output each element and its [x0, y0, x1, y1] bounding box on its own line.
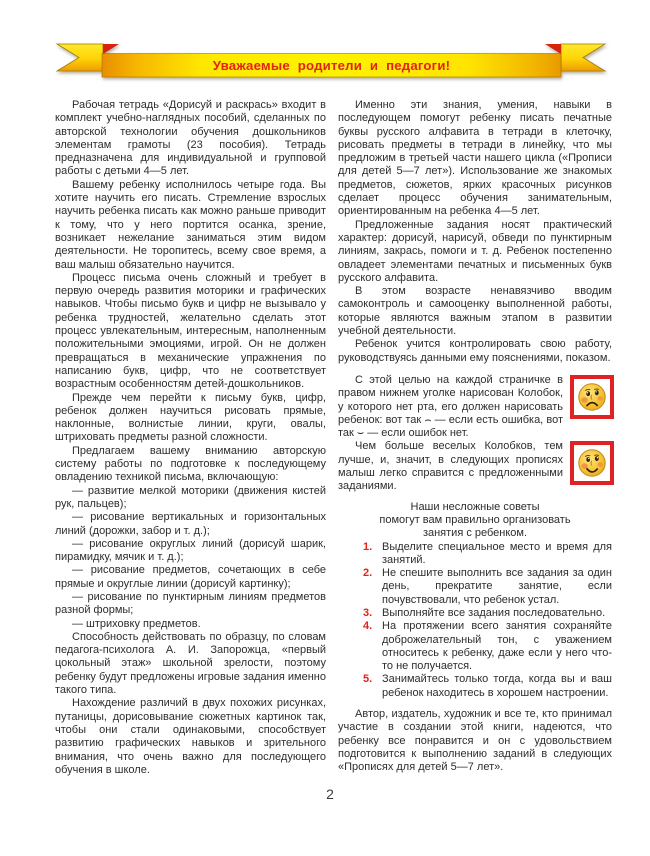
dash-list-item: — рисование по пунктирным линиям предметов разной формы; — [55, 590, 326, 617]
kolobok-note — [338, 440, 612, 493]
kolobok-happy-icon — [576, 447, 608, 479]
advice-item — [338, 673, 612, 700]
advice-number: 3. — [363, 606, 373, 619]
kolobok-happy-frame — [570, 441, 614, 485]
paragraph: Рабочая тетрадь «Дорисуй и раскрась» входит в комплект учебно-наглядных пособий, сделанных по авторской технологии обучения дошкольников элементам грамоты (23 пособия). Тетрадь предназначена для индивидуальной и групповой работы с детьми 4—5 лет. — [55, 99, 326, 178]
ribbon-tail-right — [561, 44, 605, 71]
advice-item — [338, 607, 612, 620]
paragraph: Нахождение различий в двух похожих рисунках, путаницы, дорисовывание сюжетных картинок так, чтобы они стали одинаковыми, способствует развитию графических навыков и зрительного внимания, что очень важно для последующего обучения в школе. — [55, 697, 326, 776]
advice-text: Не спешите выполнить все задания за один день, прекратите занятие, если почувствовали, что ребенок устал. — [382, 567, 612, 606]
paragraph: В этом возрасте ненавязчиво вводим самоконтроль и самооценку выполненной работы, которые являются важным этапом в развитии учебной деятельности. — [338, 285, 612, 338]
paragraph: Способность действовать по образцу, по словам педагога-психолога А. И. Запорожца, «первый цокольный этаж» школьной зрелости, поэтому ребенку будут предложены игровые задания именно такого типа. — [55, 630, 326, 697]
left-column — [55, 99, 326, 777]
paragraph: Процесс письма очень сложный и требует в первую очередь развития моторики и графических навыков. Чтобы письмо букв и цифр не вызывало у ребенка трудностей, желательно сделать этот процесс увлекательным, интересным, наполненным положительными эмоциями, игрой. Он не должен превращаться в механические упражнения по написанию букв, цифр, что не соответствует возрастным особенностям детей-дошкольников. — [55, 271, 326, 391]
paragraph: Предлагаем вашему вниманию авторскую систему работы по подготовке к последующему овладению техникой письма, включающую: — [55, 444, 326, 484]
advice-number: 5. — [363, 673, 373, 686]
dash-list-item: — штриховку предметов. — [72, 617, 201, 630]
advice-text: Занимайтесь только тогда, когда вы и ваш ребенок находитесь в хорошем настроении. — [382, 673, 612, 699]
paragraph: Предложенные задания носят практический характер: дорисуй, нарисуй, обведи по пунктирным линиям, закрась, помоги и т. д. Ребенок постепенно овладеет элементами печатных и письменных букв русского алфавита. — [338, 218, 612, 284]
advice-item — [338, 620, 612, 673]
advice-text: Выполняйте все задания последовательно. — [382, 606, 606, 619]
kolobok-note — [338, 374, 612, 440]
advice-number: 1. — [363, 540, 373, 553]
paragraph: Ребенок учится контролировать свою работу, руководствуясь данными ему пояснениями, показом. — [338, 338, 612, 364]
advice-heading-line: помогут вам правильно организовать — [379, 513, 571, 526]
dash-list-item: — развитие мелкой моторики (движения кистей рук, пальцев); — [55, 484, 326, 510]
paragraph: Именно эти знания, умения, навыки в последующем помогут ребенку писать печатные буквы русского алфавита в тетради в клеточку, рисовать предметы в тетради в линейку, что мы предложим в третьей части нашего цикла («Прописи для детей 5—7 лет»). Использование же знакомых предметов, сюжетов, ярких красочных рисунков сделает процесс обучения занимательным, ориентированным на ребенка 4—5 лет. — [338, 99, 612, 218]
advice-number: 2. — [363, 567, 373, 580]
ribbon-fold-right — [545, 44, 561, 54]
dash-list-item: — рисование округлых линий (дорисуй шарик, пирамидку, мячик и т. д.); — [55, 537, 326, 564]
banner-title: Уважаемые родители и педагоги! — [212, 58, 451, 73]
advice-heading-line: Наши несложные советы — [410, 500, 540, 513]
kolobok-sad-icon — [576, 381, 608, 413]
page-number: 2 — [326, 786, 334, 802]
ribbon-fold-left — [103, 44, 119, 54]
advice-item — [338, 567, 612, 607]
kolobok-note-text: С этой целью на каждой страничке в правом нижнем уголке нарисован Колобок, у которого нет рта, его должен нарисовать ребенок: вот так ⌢ — если есть ошибка, вот так ⌣ — если ошибок нет. — [338, 373, 563, 440]
kolobok-note-text: Чем больше веселых Колобков, тем лучше, и, значит, в следующих прописях малыш легко справится с предложенными заданиями. — [338, 440, 563, 493]
banner-ribbon — [0, 0, 650, 92]
advice-heading-line: занятия с ребенком. — [422, 527, 528, 540]
closing-paragraph: Автор, издатель, художник и все те, кто принимал участие в создании этой книги, надеются, что ребенку все понравится и он с удовольствием подготовится к выполнению заданий в следующих «Прописях для детей 5—7 лет». — [338, 708, 612, 774]
right-column — [338, 99, 612, 775]
paragraph: Прежде чем перейти к письму букв, цифр, ребенок должен научиться рисовать прямые, наклонные, волнистые линии, круги, овалы, штриховать предметы разной сложности. — [55, 391, 326, 444]
ribbon-tail-left — [57, 44, 103, 71]
advice-heading — [338, 501, 612, 541]
paragraph: Вашему ребенку исполнилось четыре года. Вы хотите научить его писать. Стремление взрослых научить ребенка писать как можно раньше приводит к тому, что у него портится осанка, зрение, возникает нежелание заниматься этим видом деятельности. Не торопитесь, всему свое время, а ваш малыш обязательно научится. — [55, 178, 326, 271]
advice-text: На протяжении всего занятия сохраняйте доброжелательный тон, с уважением относитесь к ребенку, даже если у него что-то не получается. — [382, 620, 612, 673]
dash-list-item: — рисование предметов, сочетающих в себе прямые и округлые линии (дорисуй картинку); — [55, 564, 326, 590]
dash-list-item: — рисование вертикальных и горизонтальных линий (дорожки, забор и т. д.); — [55, 511, 326, 537]
advice-text: Выделите специальное место и время для занятий. — [382, 540, 612, 566]
advice-number: 4. — [363, 620, 373, 633]
advice-item — [338, 541, 612, 568]
kolobok-sad-frame — [570, 375, 614, 419]
